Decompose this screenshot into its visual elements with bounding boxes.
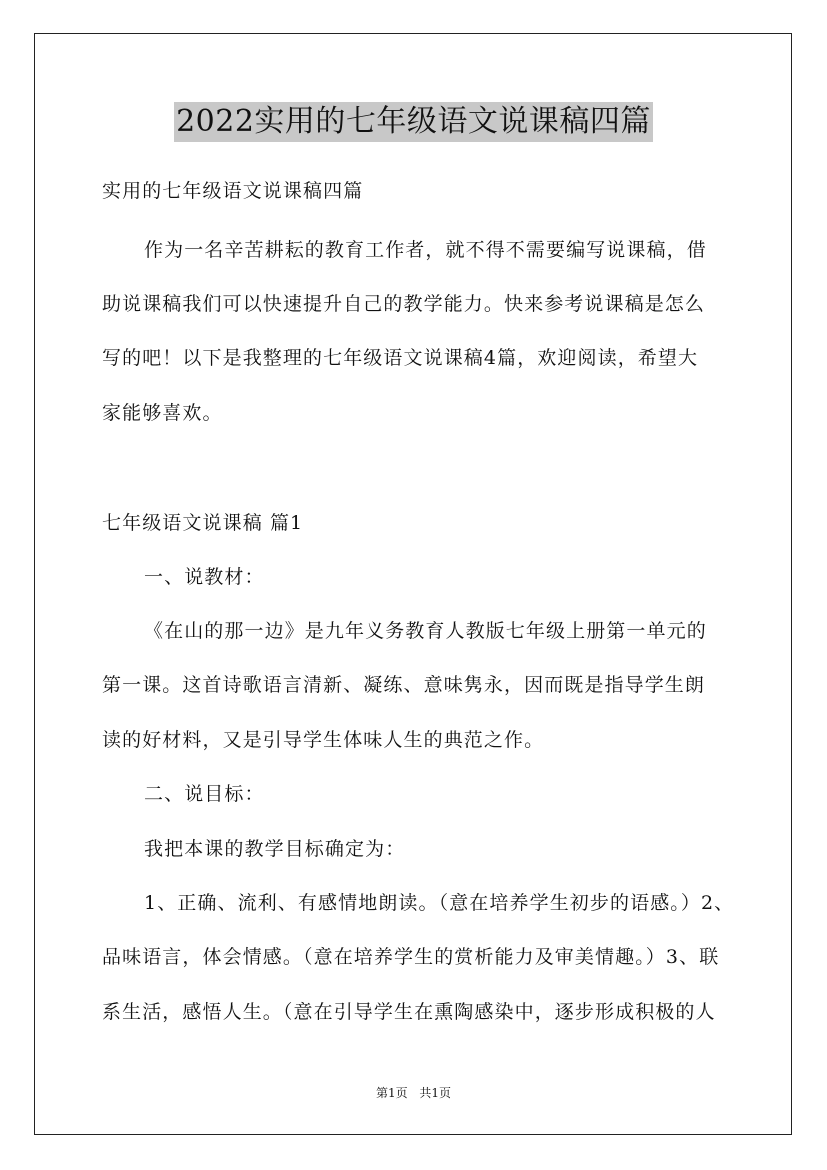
title-container (0, 102, 827, 142)
paragraph-line: 写的吧！以下是我整理的七年级语文说课稿4篇，欢迎阅读，希望大 (102, 347, 699, 369)
paragraph-line: 我把本课的教学目标确定为： (144, 838, 406, 860)
page-footer (0, 1084, 827, 1101)
document-subtitle: 实用的七年级语文说课稿四篇 (102, 180, 364, 202)
paragraph-line: 家能够喜欢。 (102, 402, 223, 424)
section-heading: 七年级语文说课稿 篇1 (102, 512, 304, 534)
paragraph-line: 读的好材料，又是引导学生体味人生的典范之作。 (102, 729, 545, 751)
document-title: 2022实用的七年级语文说课稿四篇 (174, 102, 653, 142)
page-total: 共1页 (419, 1086, 452, 1100)
subsection-heading: 一、说教材： (144, 566, 265, 588)
paragraph-line: 系生活，感悟人生。（意在引导学生在熏陶感染中，逐步形成积极的人 (102, 1001, 716, 1023)
paragraph-line: 《在山的那一边》是九年义务教育人教版七年级上册第一单元的 (144, 620, 707, 642)
paragraph-line: 品味语言，体会情感。（意在培养学生的赏析能力及审美情趣。）3、联 (102, 946, 720, 968)
subsection-heading: 二、说目标： (144, 783, 265, 805)
paragraph-line: 助说课稿我们可以快速提升自己的教学能力。快来参考说课稿是怎么 (102, 293, 706, 315)
paragraph-line: 作为一名辛苦耕耘的教育工作者，就不得不需要编写说课稿，借 (144, 239, 707, 261)
paragraph-line: 第一课。这首诗歌语言清新、凝练、意味隽永，因而既是指导学生朗 (102, 674, 706, 696)
page-number: 第1页 (375, 1086, 408, 1100)
paragraph-line: 1、正确、流利、有感情地朗读。（意在培养学生初步的语感。）2、 (144, 892, 735, 914)
